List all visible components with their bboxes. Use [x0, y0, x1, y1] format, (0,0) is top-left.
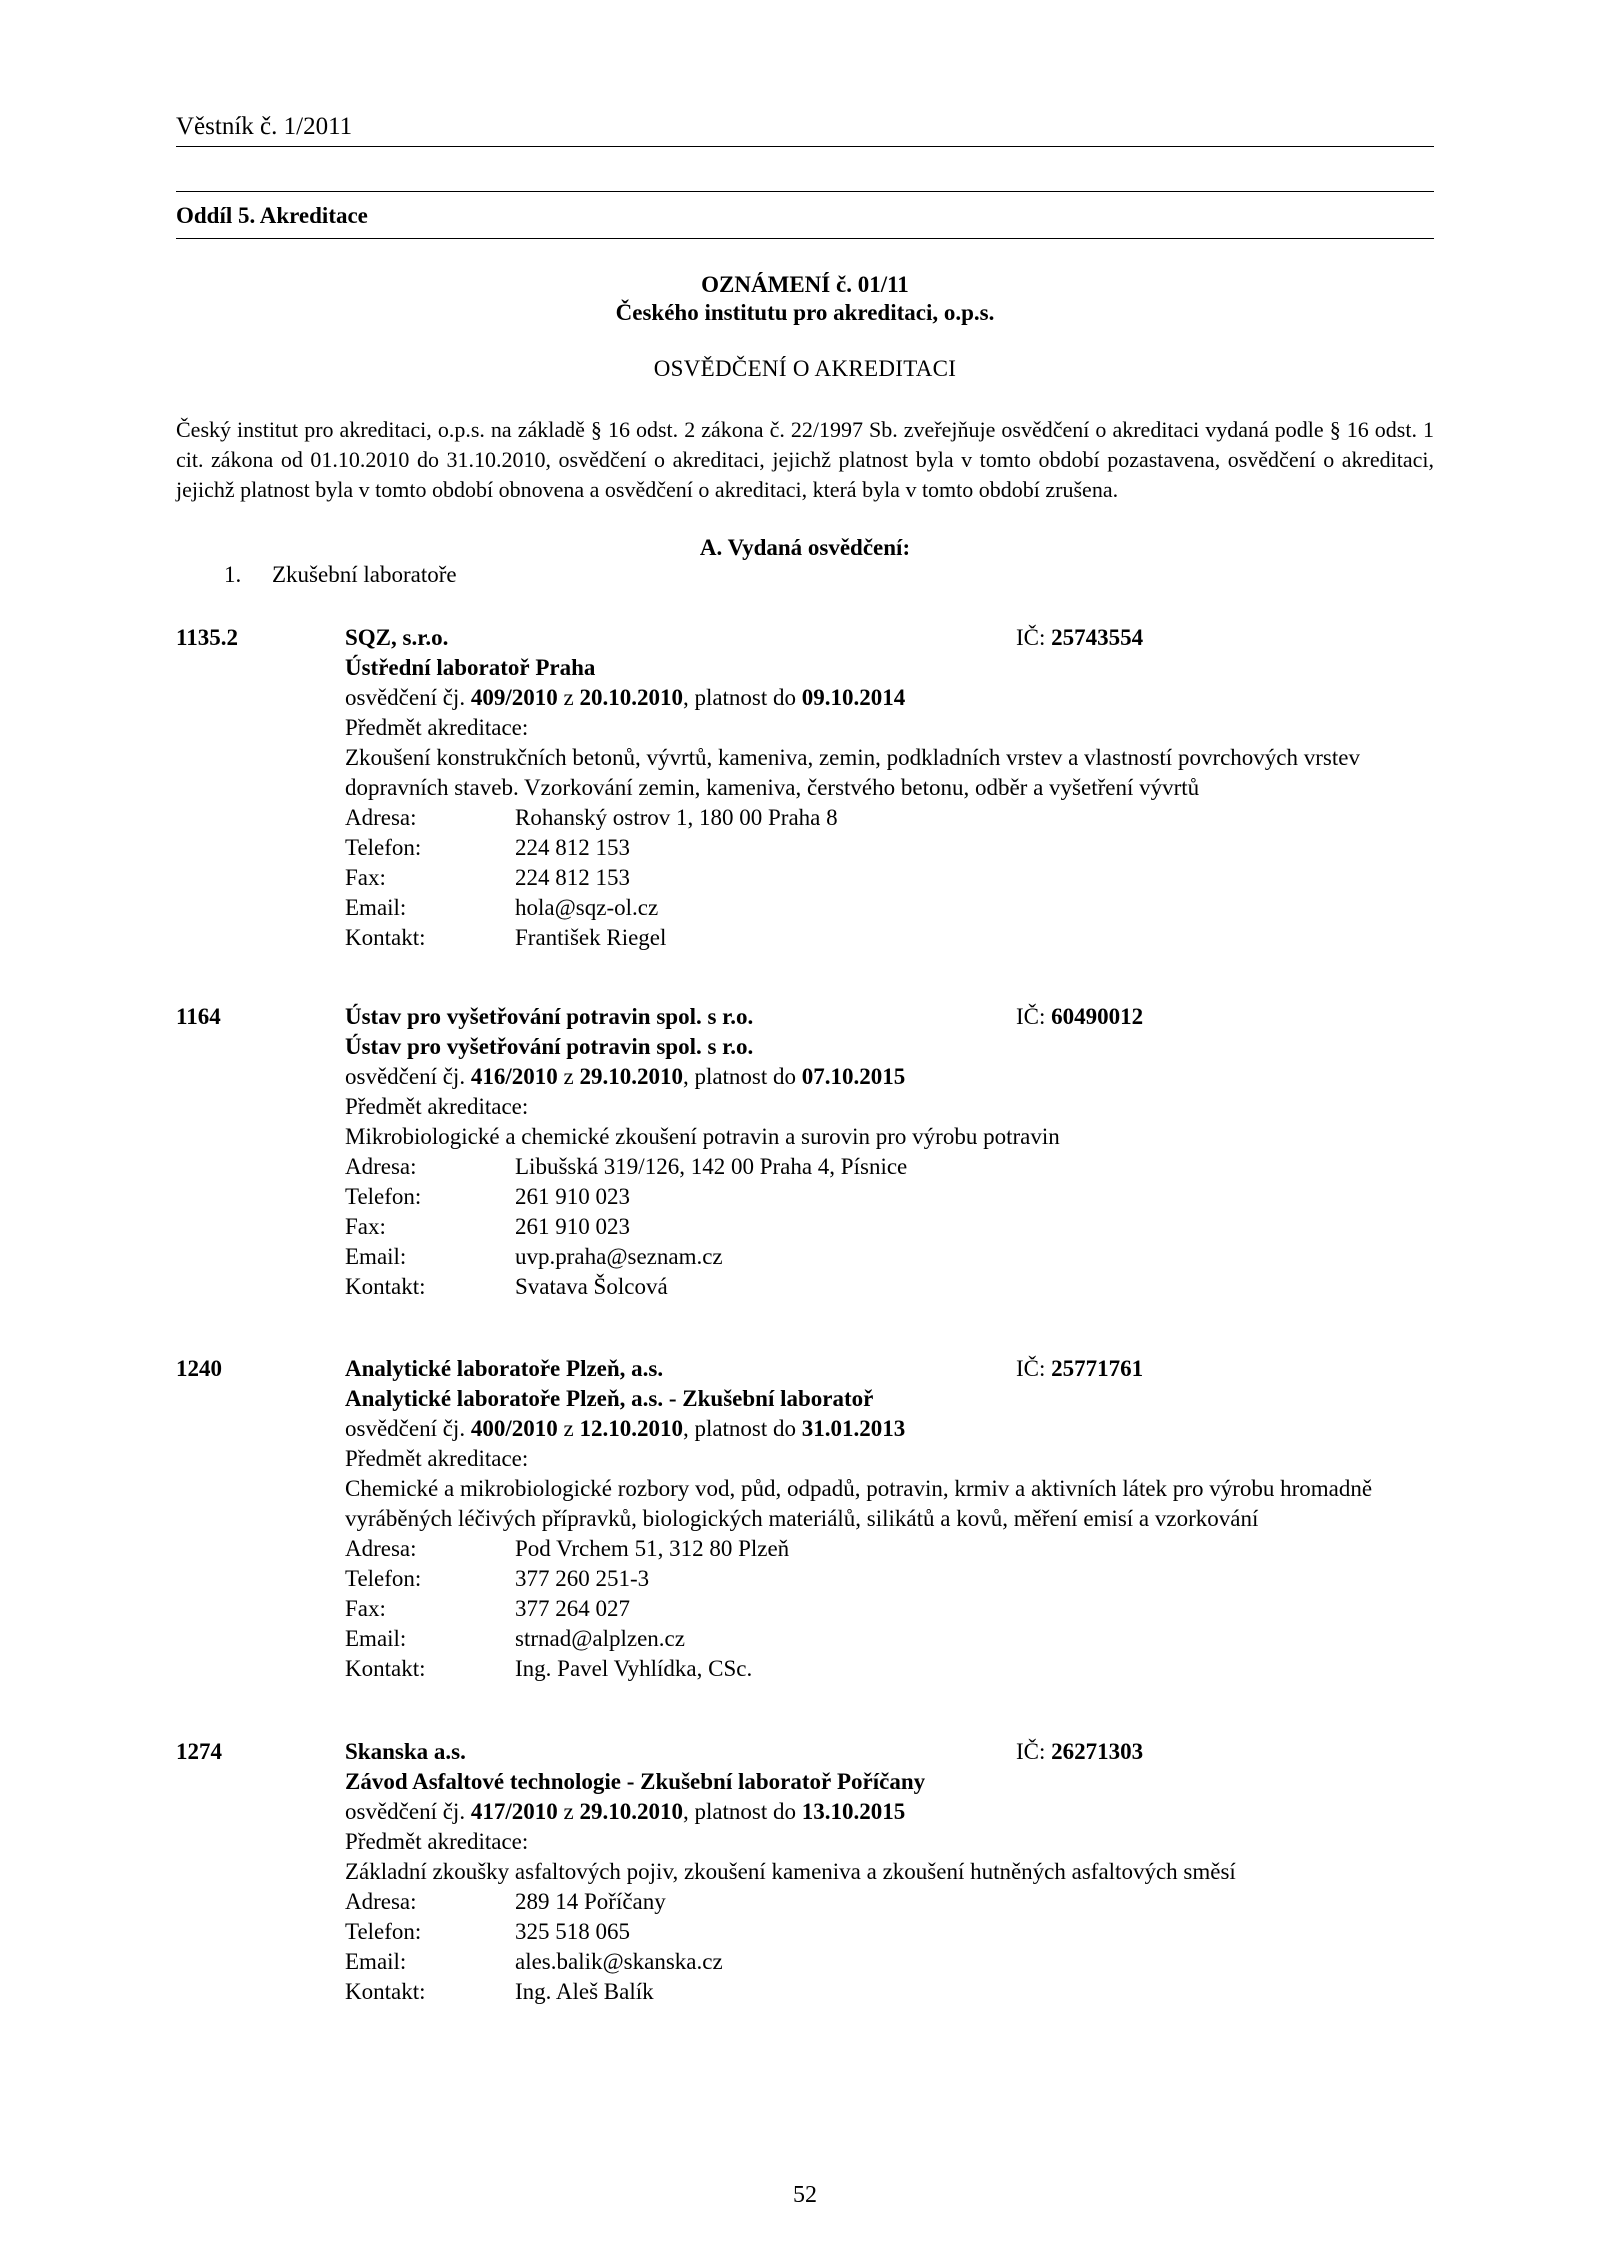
entry-ic: IČ: 25743554 [1016, 625, 1144, 650]
entry-code: 1240 [176, 1356, 222, 1381]
header-rule [176, 146, 1434, 147]
entry-subject: Základní zkoušky asfaltových pojiv, zkoušení kameniva a zkoušení hutněných asfaltových směsí [345, 1859, 1236, 1884]
entry-lab: Ústav pro vyšetřování potravin spol. s r.o. [345, 1034, 754, 1059]
entry-subject: Mikrobiologické a chemické zkoušení potravin a surovin pro výrobu potravin [345, 1124, 1060, 1149]
entry-email: Email: hola@sqz-ol.cz [345, 895, 659, 920]
entry-email: Email: strnad@alplzen.cz [345, 1626, 685, 1651]
entry-company: SQZ, s.r.o. [345, 625, 449, 650]
entry-fax: Fax: 377 264 027 [345, 1596, 630, 1621]
notice-heading: OSVĚDČENÍ O AKREDITACI [653, 356, 957, 381]
entry-phone: Telefon: 325 518 065 [345, 1919, 630, 1944]
entry-subject-label: Předmět akreditace: [345, 1094, 529, 1119]
entry-address: Adresa: 289 14 Poříčany [345, 1889, 666, 1914]
entry-code: 1135.2 [176, 625, 238, 650]
entry-ic: IČ: 25771761 [1016, 1356, 1144, 1381]
entry-phone: Telefon: 224 812 153 [345, 835, 630, 860]
entry-subject-label: Předmět akreditace: [345, 1829, 529, 1854]
notice-title: OZNÁMENÍ č. 01/11 [701, 272, 909, 297]
entry-ic: IČ: 60490012 [1016, 1004, 1144, 1029]
list-label: Zkušební laboratoře [272, 562, 457, 587]
entry-email: Email: uvp.praha@seznam.cz [345, 1244, 723, 1269]
entry-subject-label: Předmět akreditace: [345, 715, 529, 740]
entry-phone: Telefon: 261 910 023 [345, 1184, 630, 1209]
entry-certificate: osvědčení čj. 417/2010 z 29.10.2010, platnost do 13.10.2015 [345, 1799, 906, 1824]
entry-address: Adresa: Rohanský ostrov 1, 180 00 Praha 8 [345, 805, 838, 830]
entry-phone: Telefon: 377 260 251-3 [345, 1566, 650, 1591]
notice-issuer: Českého institutu pro akreditaci, o.p.s. [615, 300, 995, 325]
section-title: Oddíl 5. Akreditace [176, 203, 368, 228]
entry-fax: Fax: 261 910 023 [345, 1214, 630, 1239]
entry-code: 1274 [176, 1739, 222, 1764]
entry-contact: Kontakt: Svatava Šolcová [345, 1274, 668, 1299]
running-head: Věstník č. 1/2011 [176, 113, 353, 140]
entry-certificate: osvědčení čj. 400/2010 z 12.10.2010, platnost do 31.01.2013 [345, 1416, 906, 1441]
section-top-rule [176, 191, 1434, 192]
entry-subject: Zkoušení konstrukčních betonů, vývrtů, kameniva, zemin, podkladních vrstev a vlastností povrchových vrstev dopravních staveb. Vzorkování zemin, kameniva, čerstvého betonu, odběr a vyšetření vývrtů [345, 745, 1360, 800]
entry-lab: Závod Asfaltové technologie - Zkušební laboratoř Poříčany [345, 1769, 926, 1794]
entry-certificate: osvědčení čj. 416/2010 z 29.10.2010, platnost do 07.10.2015 [345, 1064, 906, 1089]
page-number: 52 [793, 2182, 817, 2208]
section-bottom-rule [176, 238, 1434, 239]
entry-lab: Analytické laboratoře Plzeň, a.s. - Zkušební laboratoř [345, 1386, 874, 1411]
entry-company: Analytické laboratoře Plzeň, a.s. [345, 1356, 664, 1381]
list-number: 1. [224, 562, 242, 587]
entry-ic: IČ: 26271303 [1016, 1739, 1144, 1764]
entry-contact: Kontakt: Ing. Pavel Vyhlídka, CSc. [345, 1656, 753, 1681]
notice-intro: Český institut pro akreditaci, o.p.s. na základě § 16 odst. 2 zákona č. 22/1997 Sb. zveřejňuje osvědčení o akreditaci vydaná podle § 16 odst. 1 cit. zákona od 01.10.2010 do 31.10.2010, osvědčení o akreditaci, jejichž platnost byla v tomto období pozastavena, osvědčení o akreditaci, jejichž platnost byla v tomto období obnovena a osvědčení o akreditaci, která byla v tomto období zrušena. [176, 417, 1434, 502]
part-title: A. Vydaná osvědčení: [699, 535, 911, 560]
entry-code: 1164 [176, 1004, 221, 1029]
entry-contact: Kontakt: Ing. Aleš Balík [345, 1979, 654, 2004]
entry-subject-label: Předmět akreditace: [345, 1446, 529, 1471]
entry-company: Skanska a.s. [345, 1739, 466, 1764]
entry-address: Adresa: Pod Vrchem 51, 312 80 Plzeň [345, 1536, 790, 1561]
entry-certificate: osvědčení čj. 409/2010 z 20.10.2010, platnost do 09.10.2014 [345, 685, 906, 710]
entry-fax: Fax: 224 812 153 [345, 865, 630, 890]
entry-contact: Kontakt: František Riegel [345, 925, 667, 950]
entry-email: Email: ales.balik@skanska.cz [345, 1949, 723, 1974]
entry-company: Ústav pro vyšetřování potravin spol. s r.o. [345, 1004, 754, 1029]
entry-address: Adresa: Libušská 319/126, 142 00 Praha 4, Písnice [345, 1154, 908, 1179]
entry-lab: Ústřední laboratoř Praha [345, 655, 596, 680]
entry-subject: Chemické a mikrobiologické rozbory vod, půd, odpadů, potravin, krmiv a aktivních látek pro výrobu hromadně vyráběných léčivých přípravků, biologických materiálů, silikátů a kovů, měření emisí a vzorkování [345, 1476, 1373, 1531]
